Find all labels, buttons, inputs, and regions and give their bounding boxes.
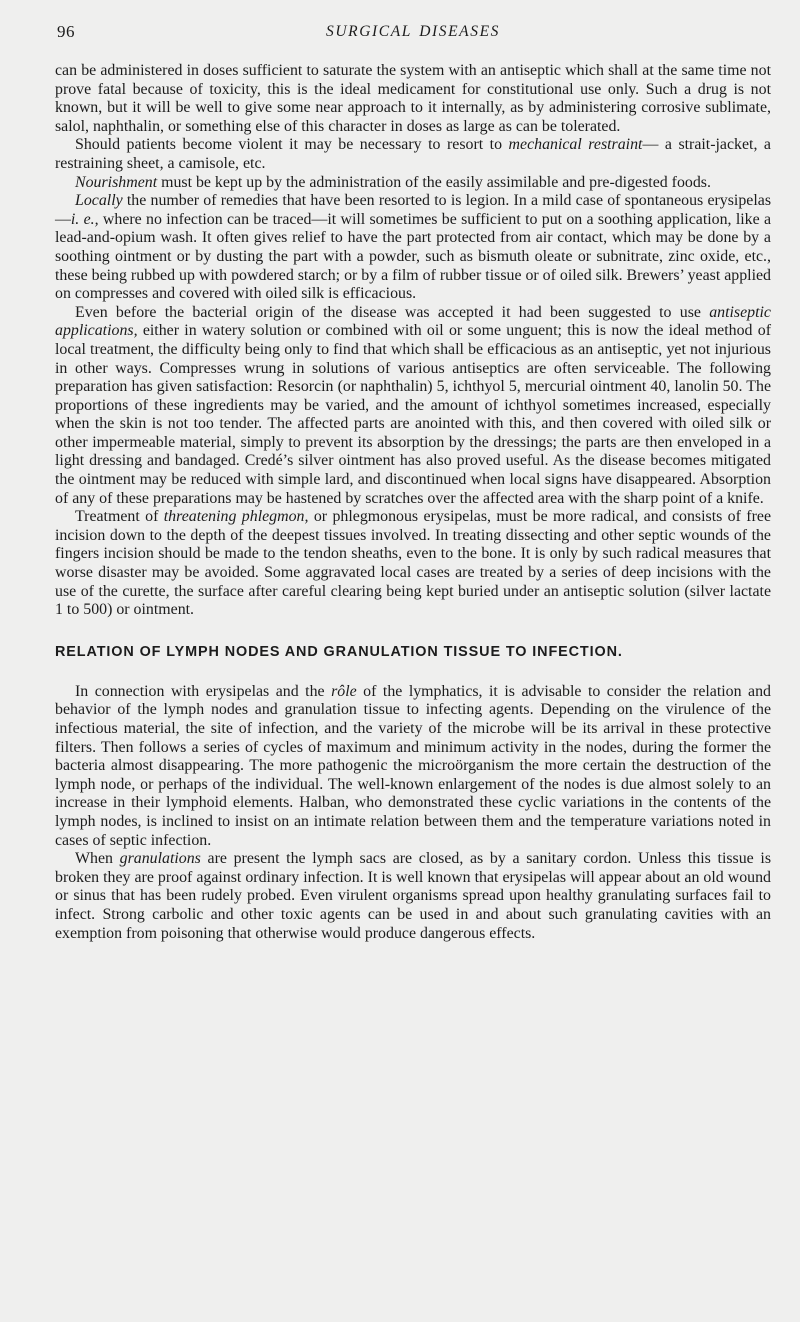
text: — a strait-jacket, a restraining sheet, a camisole, etc.	[55, 136, 771, 172]
emphasis-locally: Locally	[75, 192, 123, 210]
emphasis-nourishment: Nourishment	[75, 173, 158, 191]
paragraph-local-remedies	[55, 192, 771, 304]
emphasis-role: rôle	[331, 682, 357, 700]
page-number: 96	[57, 22, 75, 41]
text: In connection with erysipelas and the	[75, 682, 332, 700]
text: either in watery solution or combined with oil or some unguent; this is now the ideal method of local treatment, the difficulty being only to find that which shall be efficacious as an antiseptic, yet not injurious in other ways. Compresses wrung in solutions of various antiseptics are often serviceable. The following preparation has given satisfaction: Resorcin (or naphthalin) 5, ichthyol 5, mercurial ointment 40, lanolin 50. The proportions of these ingredients may be varied, and the amount of ichthyol sometimes increased, especially when the skin is not too tender. The affected parts are anointed with this, and then covered with oiled silk or other impermeable material, simply to prevent its absorption by the dressings; the parts are then enveloped in a light dressing and bandaged. Credé’s silver ointment has also proved useful. As the disease becomes mitigated the ointment may be reduced with simple lard, and discontinued when local signs have disappeared. Absorption of any of these preparations may be hastened by scratches over the affected area with the sharp point of a knife.	[55, 322, 771, 507]
text: where no infection can be traced—it will sometimes be sufficient to put on a soothing application, like a lead-and-opium wash. It often gives relief to have the part protected from air contact, which may be done by a soothing ointment or by dusting the part with a powder, such as bismuth oleate or subnitrate, zinc oxide, etc., these being rubbed up with powdered starch; or by a film of rubber tissue or of oiled silk. Brewers’ yeast applied on compresses and covered with oiled silk is efficacious.	[55, 210, 772, 303]
text: Treatment of	[75, 508, 164, 526]
paragraph-threatening-phlegmon	[55, 508, 771, 620]
paragraph-nourishment	[55, 174, 771, 193]
emphasis-threatening-phlegmon: threatening phlegmon,	[163, 508, 309, 526]
paragraph-constitutional-treatment	[55, 62, 771, 136]
text: the number of remedies that have been resorted to is legion. In a mild case of spontaneous erysipelas—	[55, 192, 771, 228]
text: must be kept up by the administration of the easily assimilable and pre-digested foods.	[157, 173, 711, 191]
text: of the lymphatics, it is advisable to consider the relation and behavior of the lymph nodes and granulation tissue to infecting agents. Depending on the virulence of the infectious material, the site of infection, and the variety of the microbe will be its arrival in these protective filters. Then follows a series of cycles of maximum and minimum activity in the nodes, during the former the bacteria almost disappearing. The more pathogenic the microörganism the more certain the destruction of the lymph node, or perhaps of the individual. The well-known enlargement of the nodes is due almost solely to an increase in their lymphoid elements. Halban, who demonstrated these cyclic variations in the contents of the lymph nodes, is inclined to insist on an intimate relation between them and the temperature variations noted in cases of septic infection.	[55, 682, 772, 849]
paragraph-granulations	[55, 850, 771, 943]
text: When	[75, 850, 120, 868]
paragraph-lymph-nodes	[55, 683, 771, 850]
emphasis-granulations: granulations	[119, 850, 201, 868]
book-page	[55, 22, 771, 943]
running-head	[55, 22, 771, 46]
text: Should patients become violent it may be necessary to resort to	[75, 136, 509, 154]
section-heading: RELATION OF LYMPH NODES AND GRANULATION TISSUE TO INFECTION.	[55, 643, 623, 660]
running-title: SURGICAL DISEASES	[326, 23, 500, 40]
emphasis-ie: i. e.,	[70, 210, 99, 228]
emphasis-antiseptic-applications: antiseptic applications,	[55, 303, 771, 340]
text: Even before the bacterial origin of the disease was accepted it had been suggested to use	[75, 303, 710, 321]
text: are present the lymph sacs are closed, as by a sanitary cordon. Unless this tissue is broken they are proof against ordinary infection. It is well known that erysipelas will appear about an old wound or sinus that has been rudely probed. Even virulent organisms spread upon healthy granulating surfaces fail to infect. Strong carbolic and other toxic agents can be used in and about such granulating cavities with an exemption from poisoning that otherwise would produce dangerous effects.	[55, 850, 771, 942]
text: or phlegmonous erysipelas, must be more radical, and consists of free incision down to the depth of the deepest tissues involved. In treating dissecting and other septic wounds of the fingers incision should be made to the tendon sheaths, even to the bone. It is only by such radical measures that worse disaster may be avoided. Some aggravated local cases are treated by a series of deep incisions with the use of the curette, the surface after careful clearing being kept buried under an antiseptic solution (silver lactate 1 to 500) or ointment.	[55, 508, 771, 619]
emphasis-mechanical-restraint: mechanical restraint	[508, 136, 643, 154]
paragraph-mechanical-restraint	[55, 136, 771, 173]
text: can be administered in doses sufficient to saturate the system with an antiseptic which shall at the same time not prove fatal because of toxicity, this is the ideal medicament for constitutional use only. Such a drug is not known, but it will be well to give some near approach to it internally, as by administering corrosive sublimate, salol, naphthalin, or something else of this character in doses as large as can be tolerated.	[55, 62, 771, 135]
paragraph-antiseptic-applications	[55, 304, 771, 509]
